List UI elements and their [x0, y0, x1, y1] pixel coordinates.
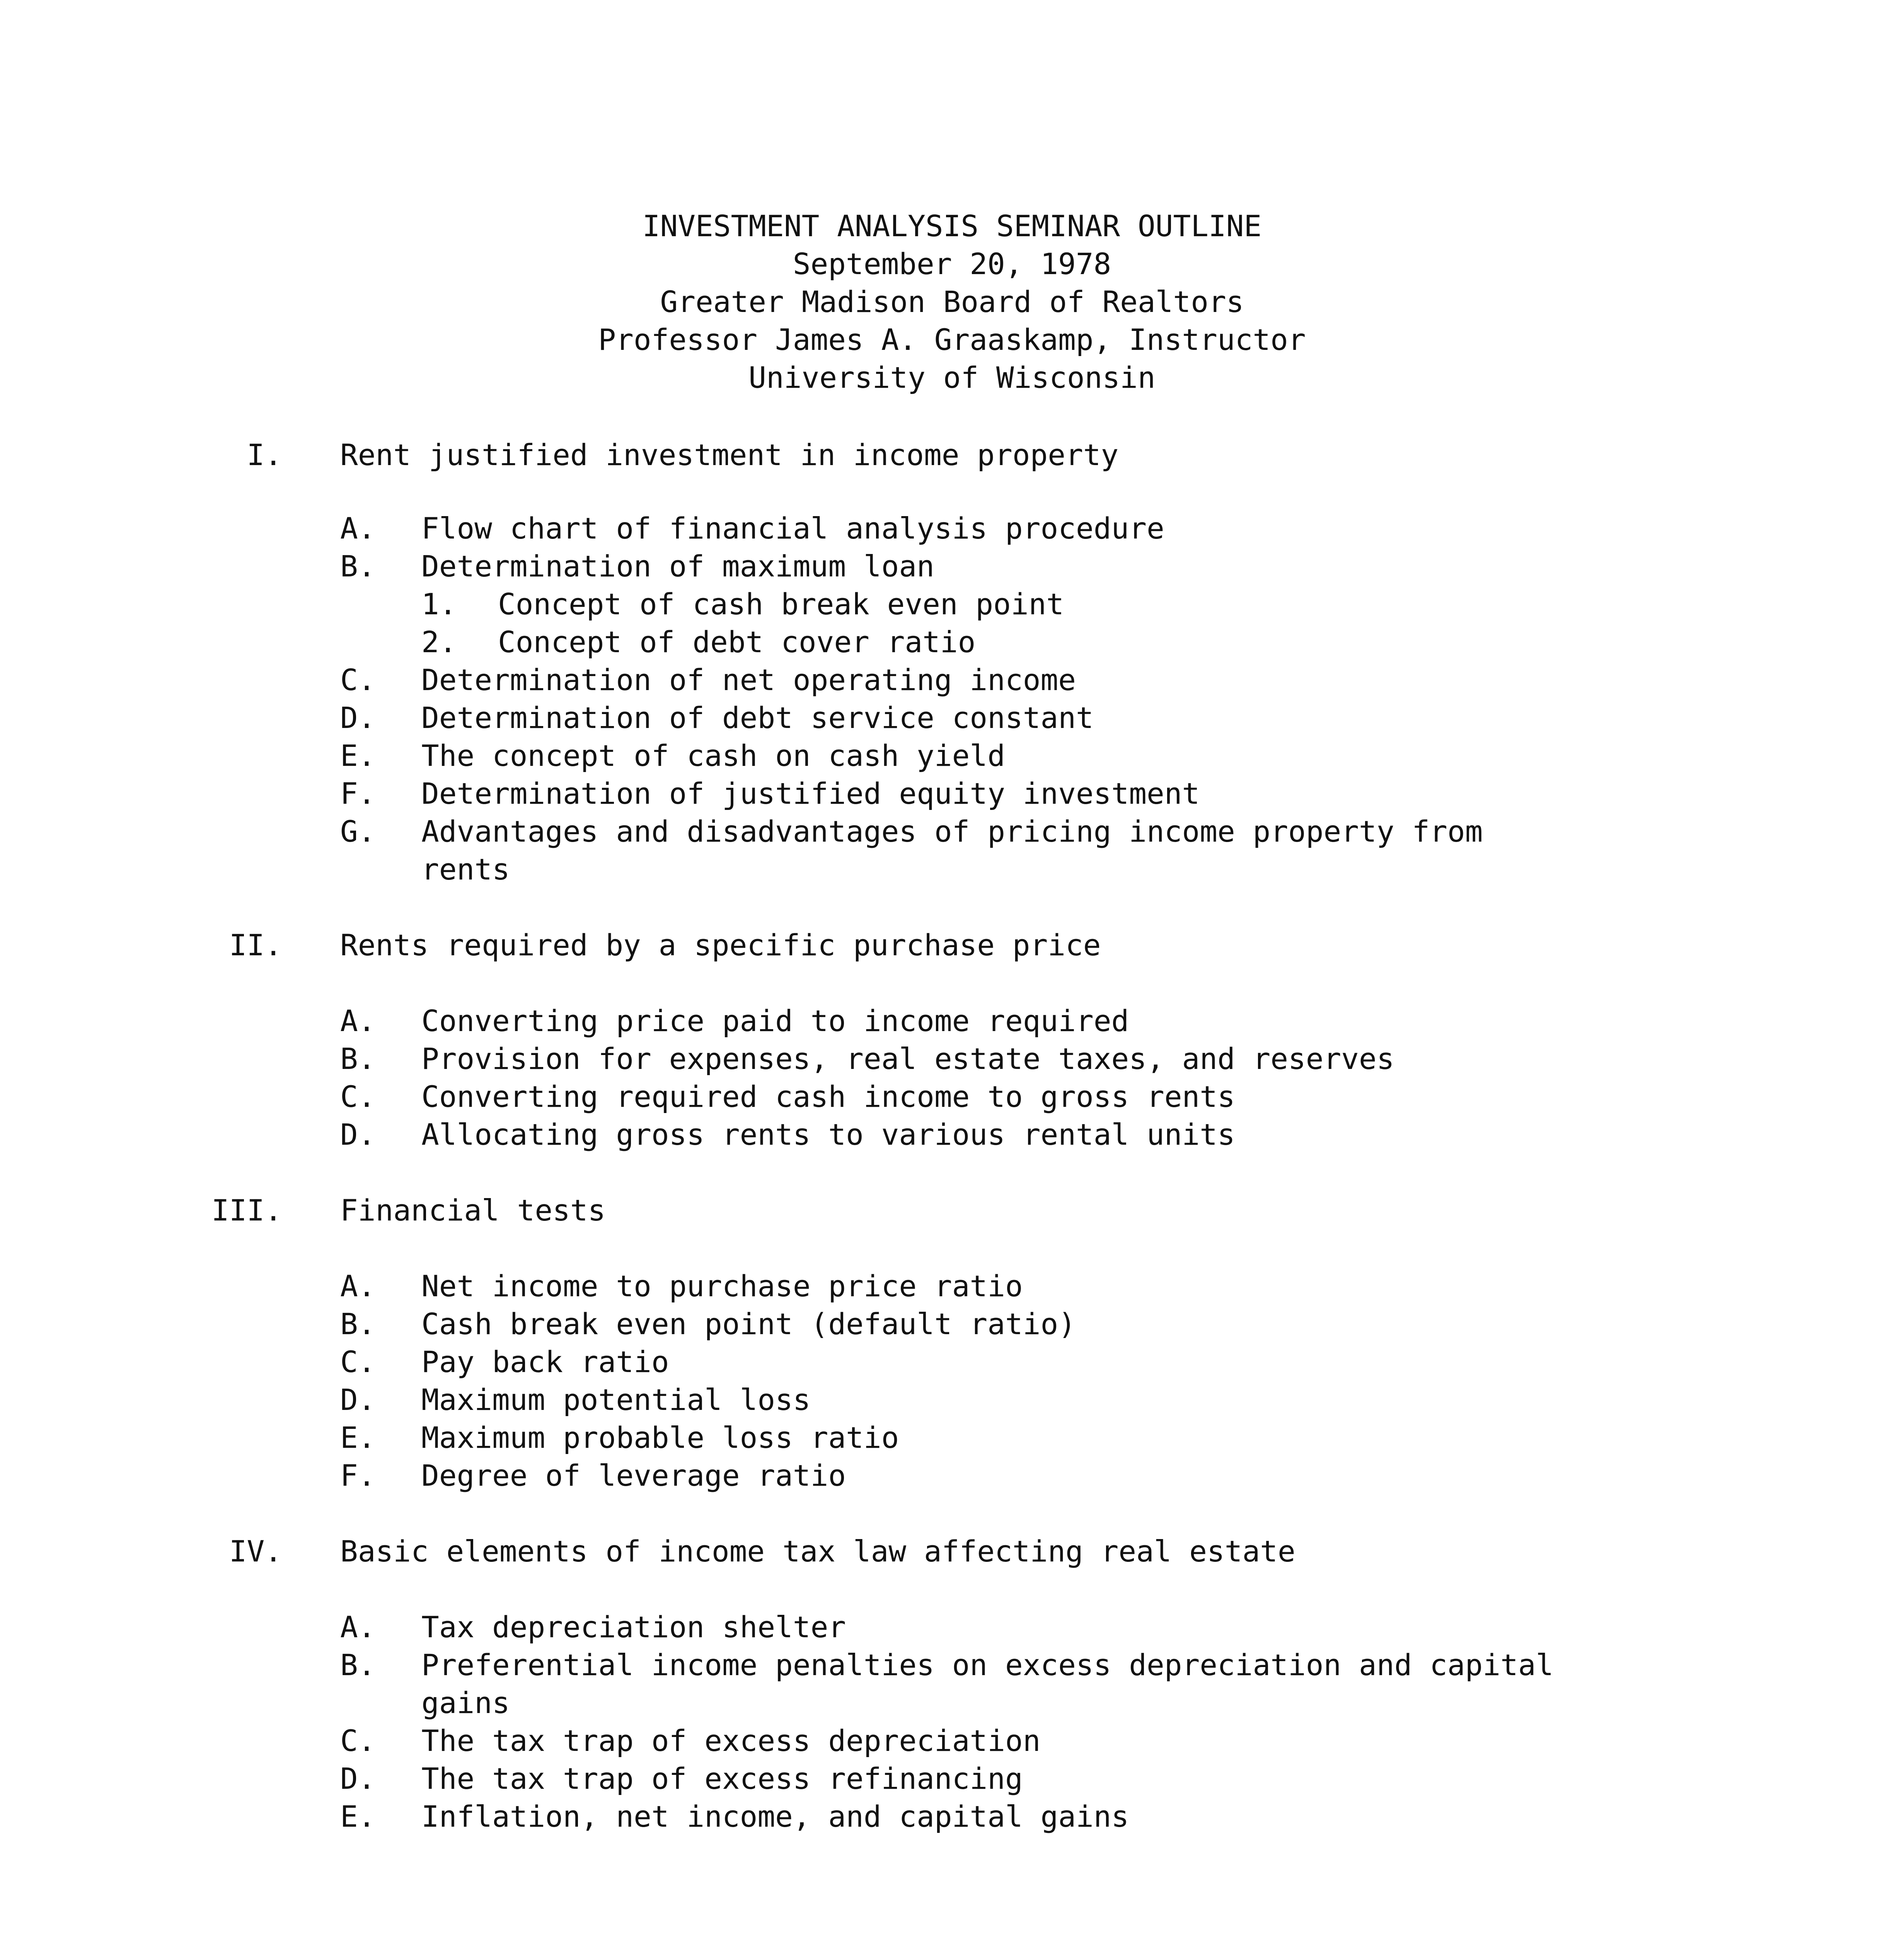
document-date: September 20, 1978 — [793, 247, 1111, 281]
item-letter: F. — [340, 1458, 376, 1493]
outline-item: Pay back ratio — [421, 1345, 669, 1379]
item-letter: B. — [340, 1042, 376, 1076]
outline-item: Determination of maximum loan — [421, 549, 934, 583]
item-letter: E. — [340, 1420, 376, 1455]
item-letter: F. — [340, 776, 376, 811]
item-letter: E. — [340, 738, 376, 773]
item-letter: D. — [340, 701, 376, 735]
document-title: INVESTMENT ANALYSIS SEMINAR OUTLINE — [642, 209, 1262, 243]
item-letter: A. — [340, 1004, 376, 1038]
outline-item: Tax depreciation shelter — [421, 1610, 846, 1644]
outline-item: Determination of net operating income — [421, 663, 1076, 697]
outline-item: The tax trap of excess refinancing — [421, 1761, 1023, 1796]
item-letter: C. — [340, 1079, 376, 1114]
outline-item: Cash break even point (default ratio) — [421, 1307, 1076, 1341]
section-title: Rents required by a specific purchase price — [340, 928, 1101, 962]
item-letter: A. — [340, 511, 376, 545]
outline-item: Advantages and disadvantages of pricing income property from — [421, 814, 1483, 849]
item-letter: D. — [340, 1117, 376, 1152]
section-title: Rent justified investment in income property — [340, 438, 1119, 472]
outline-item: Preferential income penalties on excess depreciation and capital — [421, 1648, 1554, 1682]
outline-item: Maximum potential loss — [421, 1382, 811, 1417]
outline-subitem: Concept of cash break even point — [498, 587, 1064, 621]
item-letter: B. — [340, 549, 376, 583]
outline-item: Maximum probable loss ratio — [421, 1420, 899, 1455]
section-numeral: I. — [247, 438, 282, 472]
section-numeral: III. — [211, 1193, 282, 1227]
document-organization: Greater Madison Board of Realtors — [660, 285, 1244, 319]
item-letter: B. — [340, 1648, 376, 1682]
item-letter: B. — [340, 1307, 376, 1341]
item-letter: C. — [340, 1345, 376, 1379]
item-letter: E. — [340, 1799, 376, 1834]
item-letter: C. — [340, 1723, 376, 1758]
outline-item: Determination of debt service constant — [421, 701, 1094, 735]
outline-item-continuation: rents — [421, 852, 510, 886]
section-title: Financial tests — [340, 1193, 606, 1227]
outline-item: The concept of cash on cash yield — [421, 738, 1005, 773]
subitem-number: 2. — [421, 625, 457, 659]
item-letter: C. — [340, 663, 376, 697]
section-title: Basic elements of income tax law affecting real estate — [340, 1534, 1295, 1568]
item-letter: A. — [340, 1269, 376, 1303]
item-letter: D. — [340, 1761, 376, 1796]
document-instructor: Professor James A. Graaskamp, Instructor — [598, 322, 1306, 357]
outline-subitem: Concept of debt cover ratio — [498, 625, 976, 659]
outline-item: Allocating gross rents to various rental units — [421, 1117, 1235, 1152]
outline-item: Flow chart of financial analysis procedure — [421, 511, 1164, 545]
document-university: University of Wisconsin — [748, 360, 1156, 395]
outline-item: Inflation, net income, and capital gains — [421, 1799, 1129, 1834]
outline-item: Net income to purchase price ratio — [421, 1269, 1023, 1303]
section-numeral: IV. — [229, 1534, 282, 1568]
item-letter: A. — [340, 1610, 376, 1644]
outline-item: The tax trap of excess depreciation — [421, 1723, 1041, 1758]
outline-item-continuation: gains — [421, 1686, 510, 1720]
outline-item: Converting price paid to income required — [421, 1004, 1129, 1038]
item-letter: G. — [340, 814, 376, 849]
subitem-number: 1. — [421, 587, 457, 621]
outline-item: Determination of justified equity investment — [421, 776, 1200, 811]
outline-item: Converting required cash income to gross rents — [421, 1079, 1235, 1114]
outline-item: Degree of leverage ratio — [421, 1458, 846, 1493]
section-numeral: II. — [229, 928, 282, 962]
outline-item: Provision for expenses, real estate taxes, and reserves — [421, 1042, 1394, 1076]
item-letter: D. — [340, 1382, 376, 1417]
